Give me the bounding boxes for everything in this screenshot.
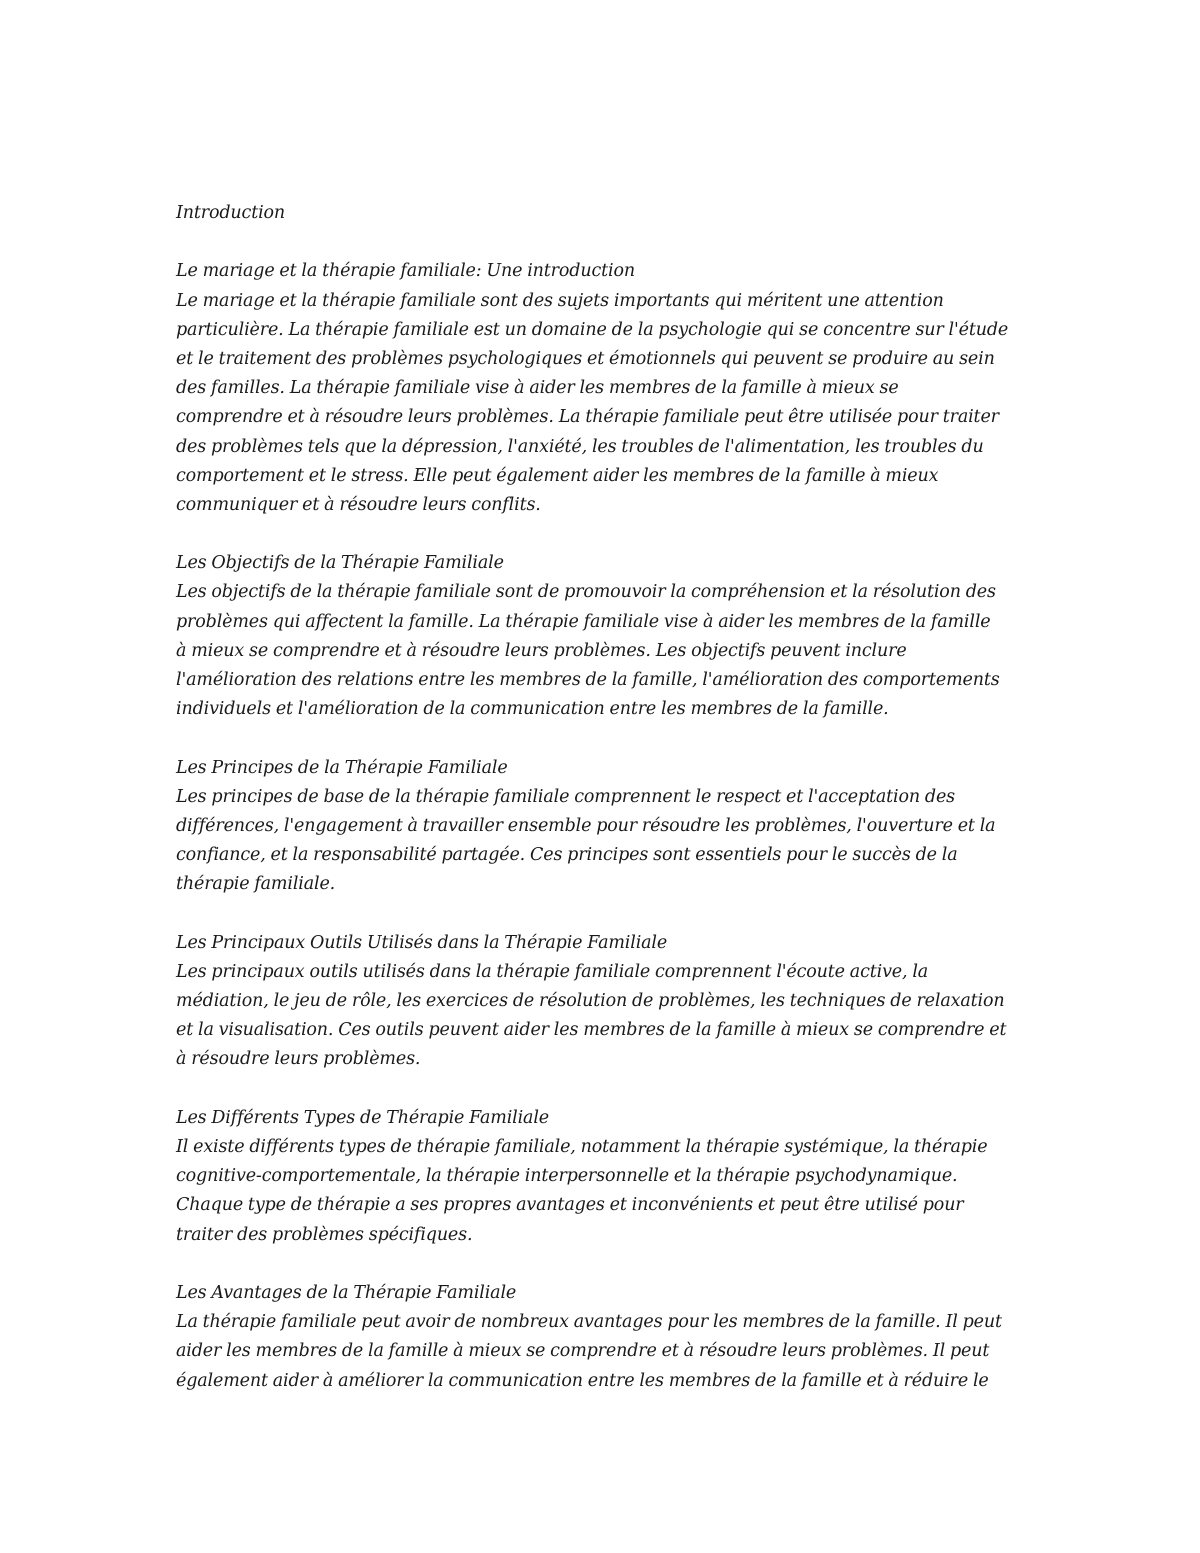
text-line: Le mariage et la thérapie familiale sont des sujets importants qui méritent une attention [176, 290, 944, 311]
text-line: Les principes de base de la thérapie familiale comprennent le respect et l'acceptation des [176, 786, 956, 807]
section-heading: Les Avantages de la Thérapie Familiale [176, 1282, 517, 1303]
text-line: communiquer et à résoudre leurs conflits. [176, 494, 541, 515]
paragraph-gap [176, 228, 1032, 257]
section-avantages [176, 1279, 1032, 1396]
section-outils [176, 929, 1032, 1075]
text-line: cognitive-comportementale, la thérapie interpersonnelle et la thérapie psychodynamique. [176, 1166, 958, 1187]
text-line: aider les membres de la famille à mieux se comprendre et à résoudre leurs problèmes. Il peut [176, 1341, 990, 1362]
text-line: individuels et l'amélioration de la communication entre les membres de la famille. [176, 699, 889, 720]
section-types [176, 1104, 1032, 1250]
text-line: Chaque type de thérapie a ses propres avantages et inconvénients et peut être utilisé pour [176, 1195, 964, 1216]
text-line: confiance, et la responsabilité partagée. Ces principes sont essentiels pour le succès de la [176, 845, 958, 866]
text-line: à résoudre leurs problèmes. [176, 1049, 421, 1070]
document-body [176, 199, 1032, 1396]
text-line: à mieux se comprendre et à résoudre leurs problèmes. Les objectifs peuvent inclure [176, 640, 907, 661]
section-heading: Les Objectifs de la Thérapie Familiale [176, 553, 504, 574]
paragraph-gap [176, 1075, 1032, 1104]
section-heading: Les Différents Types de Thérapie Familiale [176, 1107, 549, 1128]
section-mariage [176, 257, 1032, 520]
paragraph-gap [176, 1250, 1032, 1279]
text-line: différences, l'engagement à travailler ensemble pour résoudre les problèmes, l'ouverture et la [176, 815, 996, 836]
text-line: des familles. La thérapie familiale vise à aider les membres de la famille à mieux se [176, 378, 899, 399]
text-line: comprendre et à résoudre leurs problèmes. La thérapie familiale peut être utilisée pour traiter [176, 407, 999, 428]
paragraph-gap [176, 900, 1032, 929]
text-line: des problèmes tels que la dépression, l'anxiété, les troubles de l'alimentation, les troubles du [176, 436, 984, 457]
text-line: traiter des problèmes spécifiques. [176, 1224, 473, 1245]
text-line: et la visualisation. Ces outils peuvent aider les membres de la famille à mieux se comprendre et [176, 1020, 1007, 1041]
text-line: Il existe différents types de thérapie familiale, notamment la thérapie systémique, la thérapie [176, 1137, 988, 1157]
text-line: également aider à améliorer la communication entre les membres de la famille et à réduire le [176, 1370, 989, 1391]
section-principes [176, 754, 1032, 900]
text-line: La thérapie familiale peut avoir de nombreux avantages pour les membres de la famille. Il peut [176, 1312, 1002, 1333]
section-heading: Les Principaux Outils Utilisés dans la Thérapie Familiale [176, 932, 668, 953]
text-line: l'amélioration des relations entre les membres de la famille, l'amélioration des comportements [176, 670, 1000, 690]
text-line: et le traitement des problèmes psychologiques et émotionnels qui peuvent se produire au sein [176, 348, 995, 369]
section-objectifs [176, 549, 1032, 724]
section-heading: Les Principes de la Thérapie Familiale [176, 757, 508, 778]
text-line: problèmes qui affectent la famille. La thérapie familiale vise à aider les membres de la famille [176, 611, 991, 632]
text-line: médiation, le jeu de rôle, les exercices de résolution de problèmes, les techniques de relaxation [176, 991, 1005, 1012]
intro-heading: Introduction [176, 203, 286, 223]
paragraph-gap [176, 724, 1032, 753]
section-heading: Le mariage et la thérapie familiale: Une introduction [176, 261, 635, 282]
text-line: particulière. La thérapie familiale est un domaine de la psychologie qui se concentre sur l'étude [176, 319, 1009, 340]
paragraph-gap [176, 520, 1032, 549]
text-line: Les objectifs de la thérapie familiale sont de promouvoir la compréhension et la résolution des [176, 582, 996, 603]
text-line: Les principaux outils utilisés dans la thérapie familiale comprennent l'écoute active, la [176, 961, 929, 982]
text-line: thérapie familiale. [176, 874, 336, 895]
text-line: comportement et le stress. Elle peut également aider les membres de la famille à mieux [176, 465, 939, 486]
